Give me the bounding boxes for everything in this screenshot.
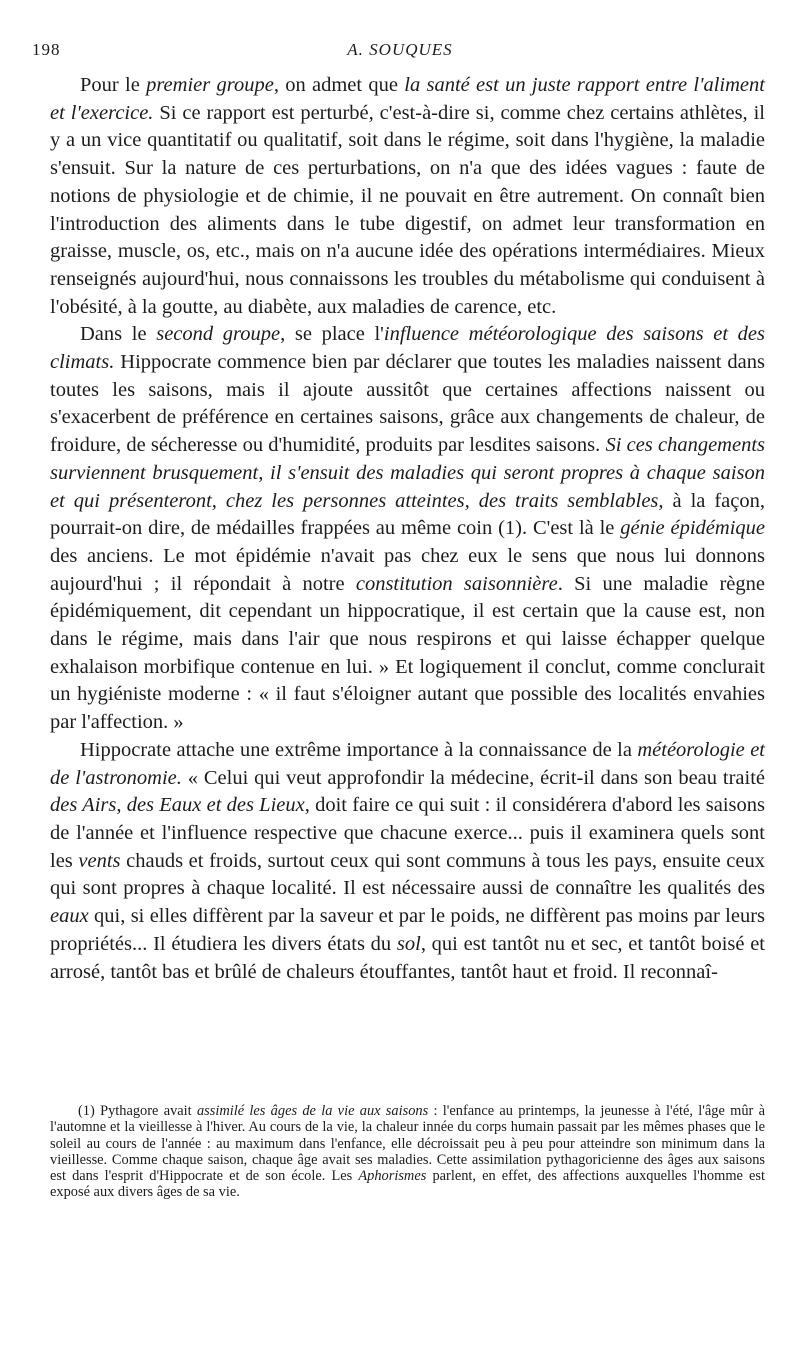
paragraph-meteorologie — [50, 737, 765, 986]
running-header — [32, 40, 768, 64]
text-run: Aphorismes — [358, 1168, 427, 1185]
text-run: , on admet que — [273, 74, 405, 96]
text-run: , qui est tantôt nu et sec, et tantôt boisé et arrosé, tantôt bas et brûlé de chaleurs étouffantes, tantôt haut et froid. Il reconnaî- — [50, 932, 765, 983]
text-run: Si ces changements surviennent brusquement, il s'ensuit des maladies qui seront propres à chaque saison et qui présenteront, chez les personnes atteintes, des traits semblables, — [50, 434, 765, 512]
paragraph-second-groupe — [50, 321, 765, 737]
text-run: premier groupe — [146, 74, 274, 96]
text-run: chauds et froids, surtout ceux qui sont communs à tous les pays, ensuite ceux qui sont propres à chaque localité. Il est nécessaire aussi de connaître les qualités des — [50, 849, 765, 900]
text-run: , se place l' — [280, 323, 384, 346]
running-head-author: A. SOUQUES — [347, 40, 453, 59]
text-run: qui, si elles diffèrent par la saveur et par le poids, ne diffèrent pas moins par leurs propriétés... Il étudiera les divers états du — [50, 905, 765, 955]
text-run: Hippocrate commence bien par déclarer que toutes les maladies naissent dans toutes les saisons, mais il ajoute aussitôt que certaines affections naissent ou s'exacerbent de préférence en certaines saisons, grâce aux changements de chaleur, de froidure, de sécheresse ou d'humidité, produits par lesdites saisons. — [50, 351, 765, 457]
text-run: eaux — [50, 905, 89, 928]
text-run: des anciens. Le mot épidémie n'avait pas chez eux le sens que nous lui donnons aujourd'hui ; il répondait à notre — [50, 544, 765, 595]
text-run: génie épidémique — [620, 517, 765, 540]
text-run: constitution saisonnière — [355, 572, 558, 595]
text-run: Si ce rapport est perturbé, c'est-à-dire si, comme chez certains athlètes, il y a un vice quantitatif ou qualitatif, soit dans le régime, soit dans l'hygiène, la maladie s'ensuit. Sur la nature de ces perturbations, on n'a que des idées vagues : faute de notions de physiologie et de chimie, il ne pouvait en être autrement. On connaît bien l'introduction des aliments dans le tube digestif, on admet leur transformation en graisse, muscle, os, etc., mais on n'a aucune idée des opérations intermédiaires. Mieux renseignés aujourd'hui, nous connaissons les troubles du métabolisme qui conduisent à l'obésité, à la goutte, au diabète, aux maladies de carence, etc. — [50, 101, 765, 318]
text-run: second groupe — [156, 323, 281, 346]
text-run: , doit faire ce qui suit : il considérera d'abord les saisons de l'année et l'influence respective que chacune exerce... puis il examinera quels sont les — [50, 794, 765, 872]
text-run: Dans le — [80, 323, 157, 346]
text-run: « Celui qui veut approfondir la médecine, écrit-il dans son beau traité — [181, 766, 765, 789]
main-text — [50, 72, 765, 986]
paragraph-premier-groupe — [50, 72, 765, 321]
text-run: assimilé les âges de la vie aux saisons — [196, 1103, 429, 1119]
text-run: sol — [396, 932, 421, 955]
text-run: influence météorologique des saisons et des climats. — [50, 323, 765, 374]
text-run: à la façon, pourrait-on dire, de médailles frappées au même coin (1). C'est là le — [50, 489, 766, 540]
text-run: la santé est un juste rapport entre l'aliment et l'exercice. — [50, 74, 765, 124]
text-run: Hippocrate attache une extrême importance à la connaissance de la — [80, 738, 638, 761]
text-run: . Si une maladie règne épidémiquement, dit cependant un hippocratique, il est certain que la cause est, non dans le régime, mais dans l'air que nous respirons et qui laisse échapper quelque exhalaison morbifique contenue en lui. » Et logiquement il conclut, comme conclurait un hygiéniste moderne : « il faut s'éloigner autant que possible des localités envahies par l'affection. » — [50, 572, 765, 734]
page-number: 198 — [32, 40, 61, 59]
text-run: météorologie et de l'astronomie. — [50, 738, 765, 789]
text-run: Pour le — [80, 74, 147, 96]
text-run: parlent, en effet, des affections auxquelles l'homme est exposé aux divers âges de sa vie. — [50, 1168, 765, 1201]
footnote-1 — [50, 1103, 765, 1201]
footnote — [50, 1103, 765, 1201]
text-run: des Airs, des Eaux et des Lieux — [50, 794, 305, 817]
text-run: (1) Pythagore avait — [78, 1103, 197, 1119]
text-run: : l'enfance au printemps, la jeunesse à l'été, l'âge mûr à l'automne et la vieillesse à l'hiver. Au cours de la vie, la chaleur innée du corps humain passait par les mêmes phases que le soleil au cours de l'année : au maximum dans l'enfance, elle décroissait peu à peu pour atteindre son minimum dans la vieillesse. Comme chaque saison, chaque âge avait ses maladies. Cette assimilation pythagoricienne des âges aux saisons est dans l'esprit d'Hippocrate et de son école. Les — [50, 1103, 766, 1185]
text-run: vents — [78, 849, 121, 872]
